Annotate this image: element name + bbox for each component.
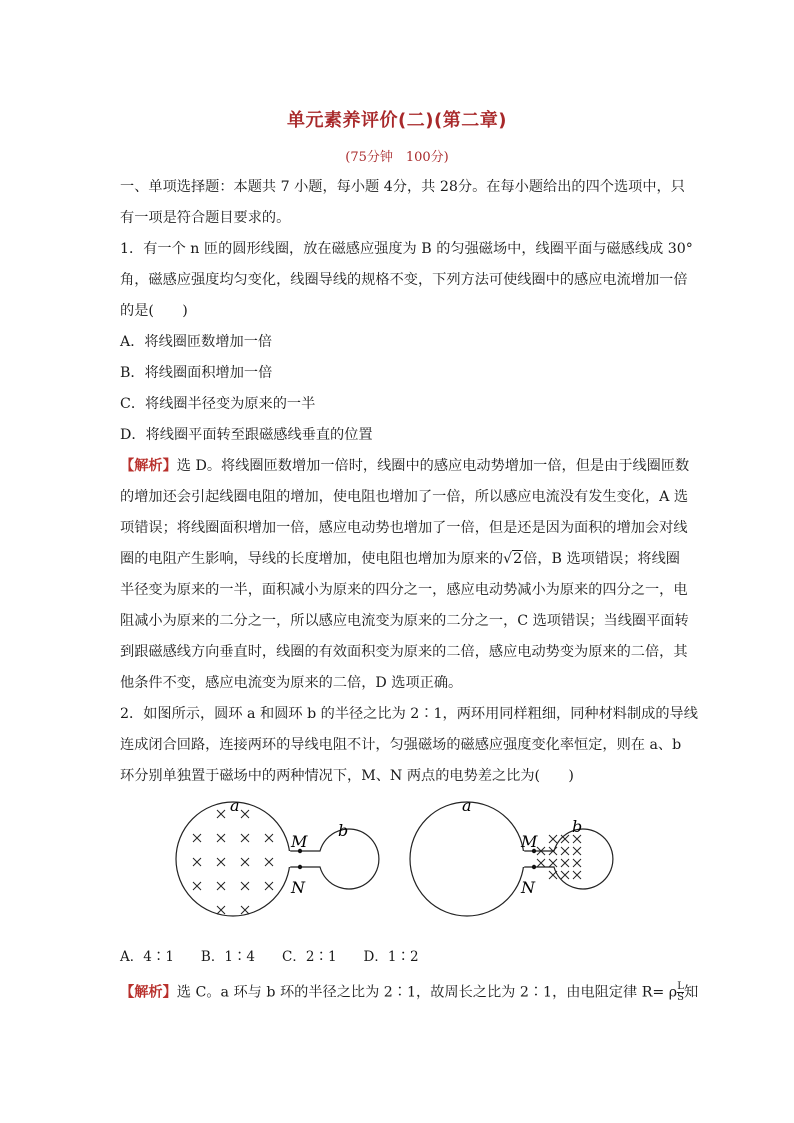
q1-stem-line2: 角，磁感应强度均匀变化，线圈导线的规格不变，下列方法可使线圈中的感应电流增加一倍 xyxy=(120,272,688,288)
label-b-left: b xyxy=(338,821,349,840)
q1-option-c: C．将线圈半径变为原来的一半 xyxy=(120,396,316,412)
q1-analysis-text4a: 圈的电阻产生影响，导线的长度增加，使电阻也增加为原来的 xyxy=(120,551,504,567)
field-cross-icon xyxy=(217,858,225,866)
section-heading-line2: 有一项是符合题目要求的。 xyxy=(120,210,291,226)
label-a-right: a xyxy=(462,796,472,815)
q1-analysis-line2: 的增加还会引起线圈电阻的增加，使电阻也增加了一倍，所以感应电流没有发生变化，A 选 xyxy=(120,489,689,505)
q1-option-d: D．将线圈平面转至跟磁感线垂直的位置 xyxy=(120,427,373,443)
point-n-left xyxy=(298,865,302,869)
q1-analysis-line4 xyxy=(120,549,680,569)
field-cross-icon xyxy=(265,882,273,890)
q1-analysis-line7: 到跟磁感线方向垂直时，线圈的有效面积变为原来的二倍，感应电动势变为原来的二倍，其 xyxy=(120,644,688,660)
sqrt-two xyxy=(503,549,523,569)
field-cross-icon xyxy=(265,858,273,866)
point-n-right xyxy=(532,865,536,869)
q1-analysis-text1: 选 D。将线圈匝数增加一倍时，线圈中的感应电动势增加一倍，但是由于线圈匝数 xyxy=(176,458,690,474)
fraction-l-over-s xyxy=(677,982,684,1003)
q2-stem-line1: 2．如图所示，圆环 a 和圆环 b 的半径之比为 2∶1，两环用同样粗细，同种材料制成的导线 xyxy=(120,706,698,722)
sqrt-symbol: √ xyxy=(503,551,513,567)
q1-analysis-line5: 半径变为原来的一半，面积减小为原来的四分之一，感应电动势减小为原来的四分之一，电 xyxy=(120,582,688,598)
analysis-label: 【解析】 xyxy=(120,458,177,474)
q1-analysis-line3: 项错误；将线圈面积增加一倍，感应电动势也增加了一倍，但是还是因为面积的增加会对线 xyxy=(120,520,688,536)
q1-option-b: B．将线圈面积增加一倍 xyxy=(120,365,273,381)
field-cross-icon xyxy=(217,882,225,890)
q1-stem-line3: 的是( ) xyxy=(120,303,188,319)
page-subtitle: (75分钟 100分) xyxy=(345,150,449,165)
page-title: 单元素养评价(二)(第二章) xyxy=(287,110,507,131)
field-cross-icon xyxy=(241,810,249,818)
field-cross-icon xyxy=(217,834,225,842)
label-n-left: N xyxy=(291,878,305,897)
field-cross-icon xyxy=(241,858,249,866)
q1-analysis-text4b: 倍，B 选项错误；将线圈 xyxy=(523,551,680,567)
q2-stem-line2: 连成闭合回路，连接两环的导线电阻不计，匀强磁场的磁感应强度变化率恒定，则在 a、b xyxy=(120,737,682,753)
q2-analysis-line1 xyxy=(120,982,698,1003)
ring-a-left xyxy=(176,802,290,916)
q1-analysis-line1 xyxy=(120,456,689,476)
field-cross-icon xyxy=(193,858,201,866)
analysis-label: 【解析】 xyxy=(120,984,177,1001)
section-heading-line1: 一、单项选择题：本题共 7 小题，每小题 4分，共 28分。在每小题给出的四个选项中，只 xyxy=(120,179,685,195)
q2-figure xyxy=(170,795,620,930)
label-m-left: M xyxy=(291,832,308,851)
label-a-left: a xyxy=(230,796,240,815)
field-cross-icon xyxy=(217,810,225,818)
field-cross-icon xyxy=(241,906,249,914)
field-cross-icon xyxy=(193,834,201,842)
figure-left xyxy=(176,796,379,916)
q2-stem-line3: 环分别单独置于磁场中的两种情况下，M、N 两点的电势差之比为( ) xyxy=(120,768,574,784)
field-cross-icon xyxy=(265,834,273,842)
fraction-denominator: S xyxy=(677,992,684,1003)
figure-right xyxy=(410,796,613,916)
q2-analysis-text1: 选 C。a 环与 b 环的半径之比为 2∶1，故周长之比为 2∶1，由电阻定律 R= ρ xyxy=(176,984,678,1001)
q2-choices: A．4∶1 B．1∶4 C．2∶1 D．1∶2 xyxy=(120,949,419,965)
q1-analysis-line8: 他条件不变，感应电流变为原来的二倍，D 选项正确。 xyxy=(120,675,463,691)
q1-option-a: A．将线圈匝数增加一倍 xyxy=(120,334,273,350)
q2-analysis-end: 知 xyxy=(684,984,699,1001)
q1-analysis-line6: 阻减小为原来的二分之一，所以感应电流变为原来的二分之一，C 选项错误；当线圈平面转 xyxy=(120,613,689,629)
q1-stem-line1: 1．有一个 n 匝的圆形线圈，放在磁感应强度为 B 的匀强磁场中，线圈平面与磁感线成 30° xyxy=(120,241,693,257)
ring-a-right xyxy=(410,802,524,916)
field-crosses-left xyxy=(193,810,273,914)
field-cross-icon xyxy=(241,882,249,890)
field-cross-icon xyxy=(549,835,557,843)
label-b-right: b xyxy=(572,817,583,836)
field-cross-icon xyxy=(193,882,201,890)
field-cross-icon xyxy=(217,906,225,914)
label-n-right: N xyxy=(521,878,535,897)
fraction-numerator: L xyxy=(677,981,684,992)
label-m-right: M xyxy=(521,832,538,851)
sqrt-radicand: 2 xyxy=(513,551,523,567)
field-cross-icon xyxy=(549,871,557,879)
field-cross-icon xyxy=(241,834,249,842)
